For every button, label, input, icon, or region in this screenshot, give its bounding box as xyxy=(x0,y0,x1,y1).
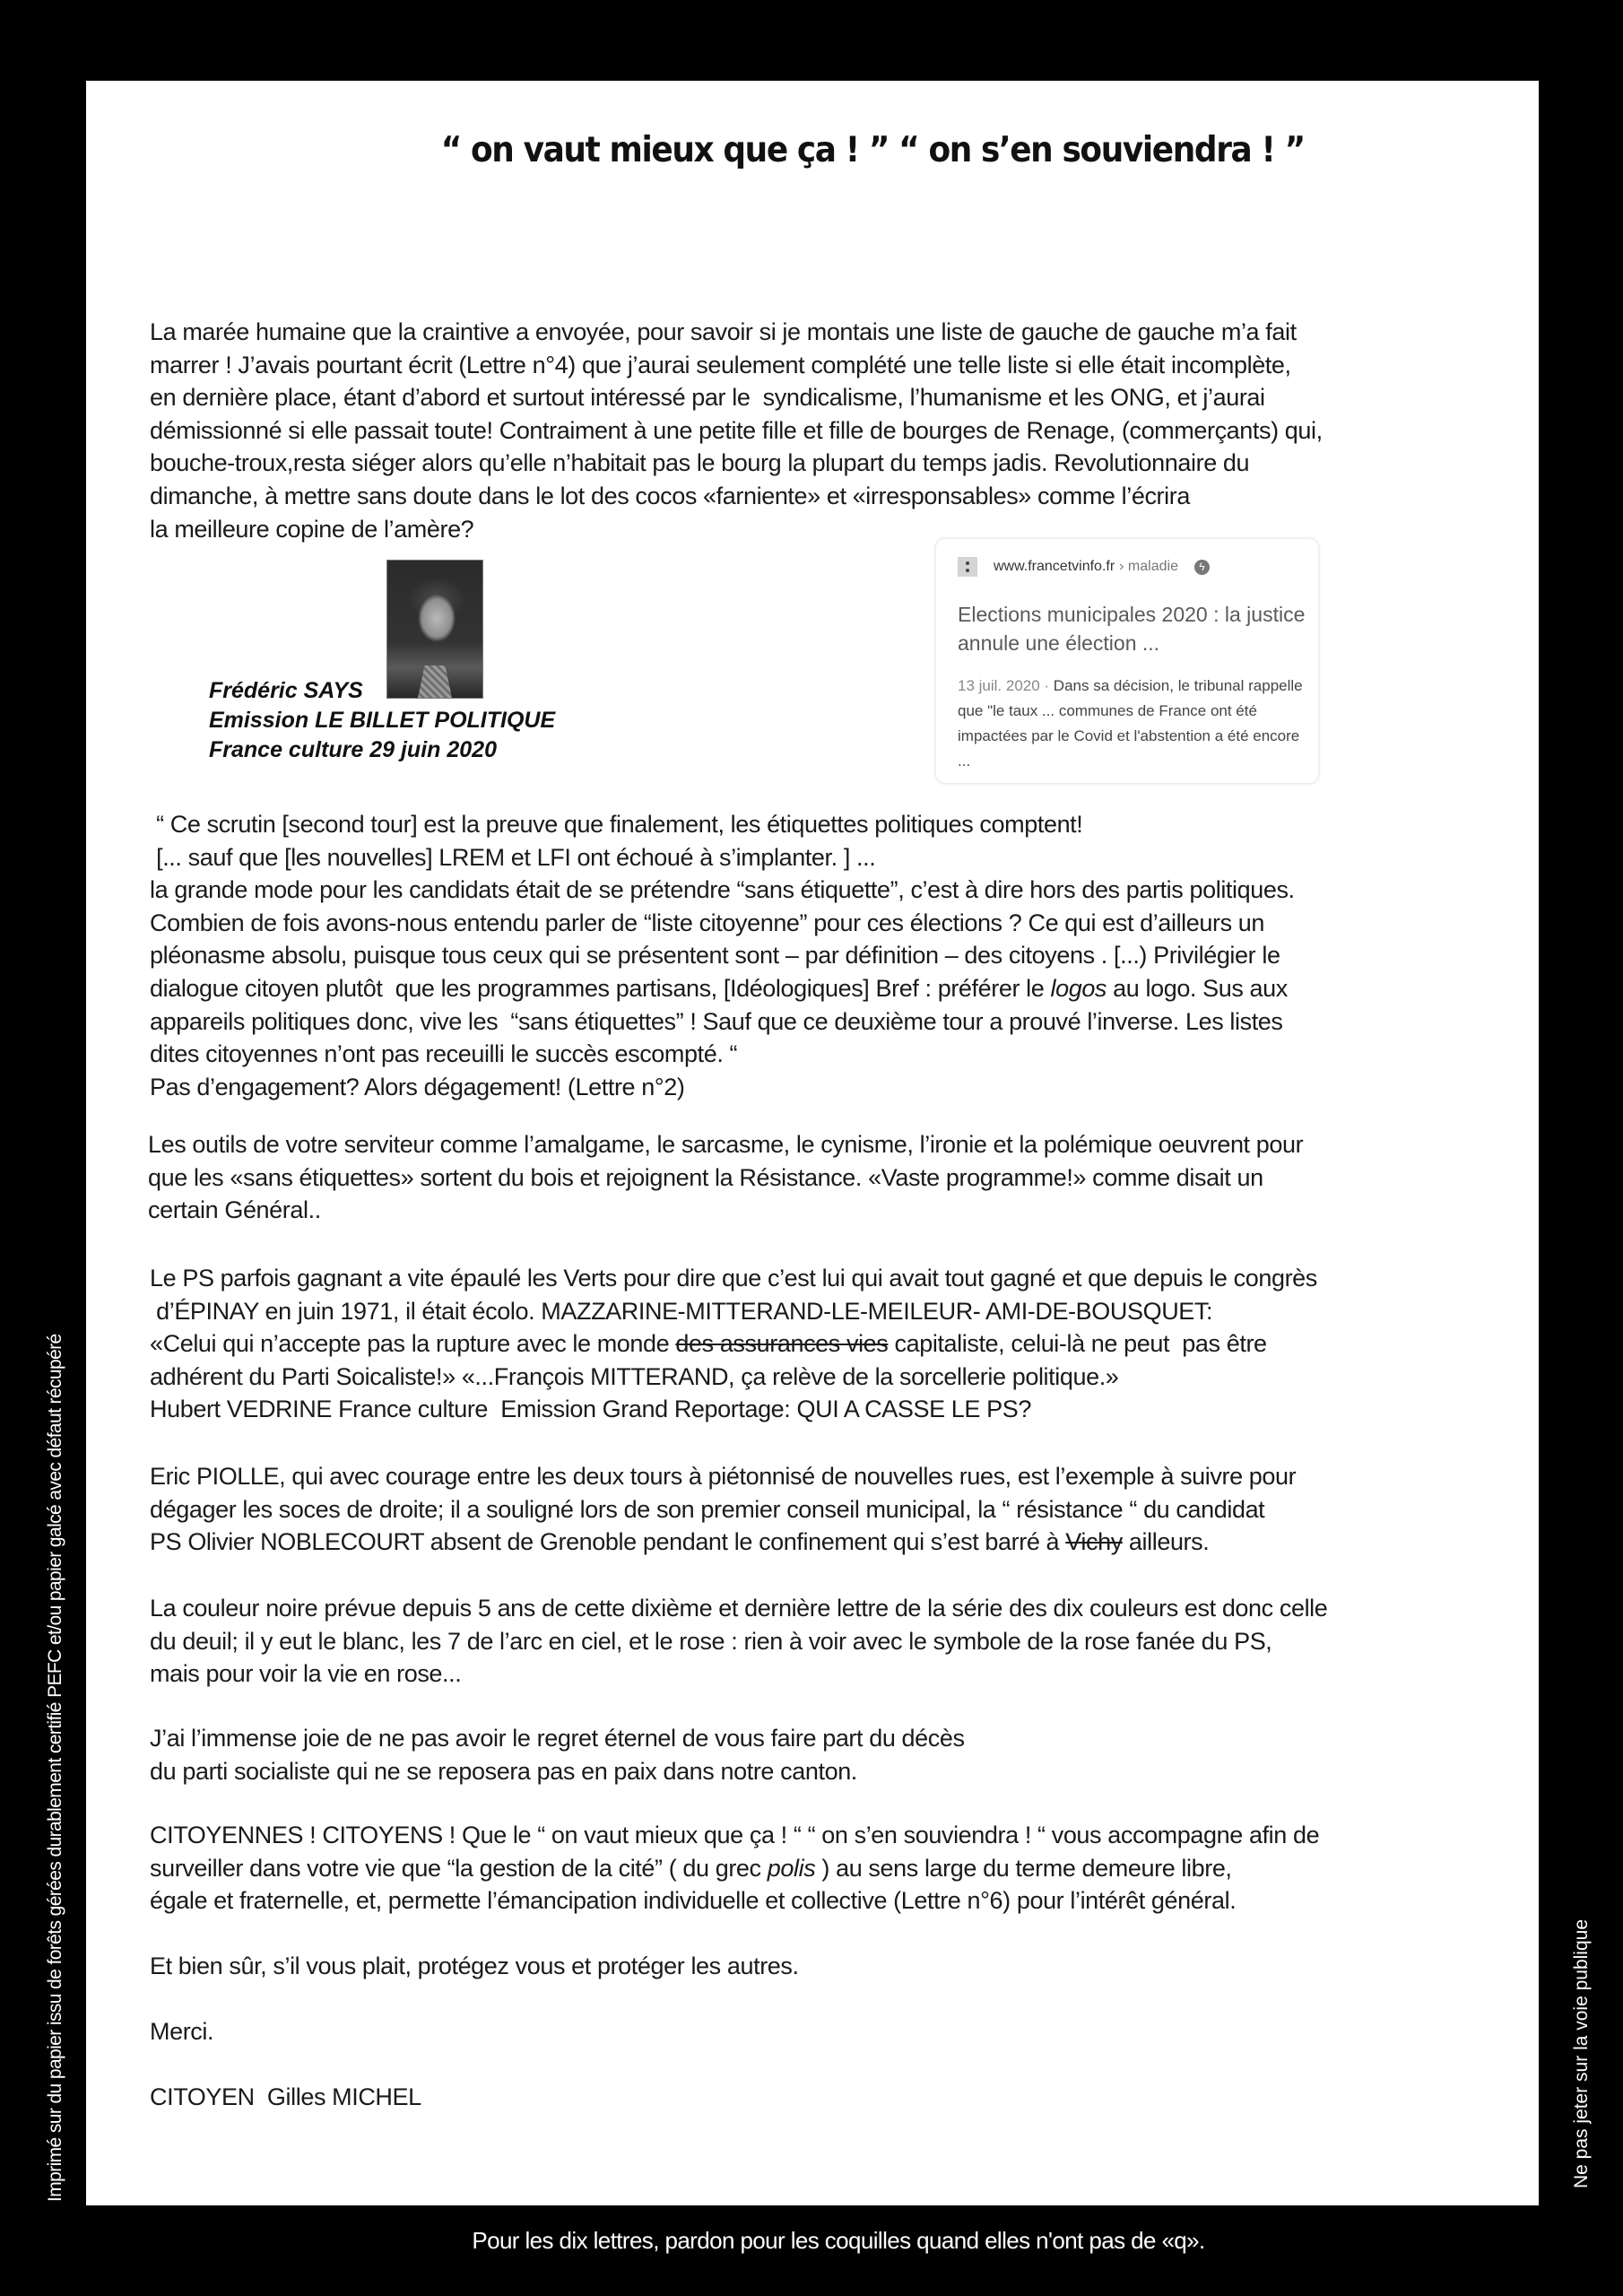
paragraph-protect: Et bien sûr, s’il vous plait, protégez vous et protéger les autres. xyxy=(150,1952,799,1979)
right-margin-note: Ne pas jeter sur la voie publique xyxy=(1571,1918,1592,2188)
left-margin-note: Imprimé sur du papier issu de forêts gérées durablement certifié PEFC et/ou papier galcé avec défaut récupéré xyxy=(45,1334,65,2202)
paragraph-citoyens: CITOYENNES ! CITOYENS ! Que le “ on vaut mieux que ça ! “ “ on s’en souviendra ! “ vous accompagne afin de surveiller dans votre vie que “la gestion de la cité” ( du grec polis ) au sens large du terme demeure libre, égale et fraternelle, et, permette l’émancipation individuelle et collective (Lettre n°6) pour l’intérêt général. xyxy=(150,1822,1320,1915)
italic-polis: polis xyxy=(767,1854,816,1882)
result-snippet xyxy=(958,674,1312,774)
result-url-row xyxy=(958,557,1210,577)
result-date: 13 juil. 2020 · xyxy=(958,677,1054,694)
paragraph-ps: Le PS parfois gagnant a vite épaulé les Verts pour dire que c’est lui qui avait tout gagné et que depuis le congrès d’ÉPINAY en juin 1971, il était écolo. MAZZARINE-MITTERAND-LE-MEILEUR- AMI-DE-BOUSQUET: «Celui qui n’accepte pas la rupture avec le monde des assurances vies capitaliste, celui-là ne peut pas être adhérent du Parti Soicaliste!» «...François MITTERAND, ça relève de la sorcellerie politique.» Hubert VEDRINE France culture Emission Grand Reportage: QUI A CASSE LE PS? xyxy=(150,1265,1317,1423)
search-result-card xyxy=(936,539,1318,783)
paragraph-thanks: Merci. xyxy=(150,2018,214,2045)
paragraph-color: La couleur noire prévue depuis 5 ans de cette dixième et dernière lettre de la série des dix couleurs est donc celle du deuil; il y eut le blanc, les 7 de l’arc en ciel, et le rose : rien à voir avec le symbole de la rose fanée du PS, mais pour voir la vie en rose... xyxy=(150,1595,1328,1688)
paragraph-joy: J’ai l’immense joie de ne pas avoir le regret éternel de vous faire part du décès du parti socialiste qui ne se reposera pas en paix dans notre canton. xyxy=(150,1725,965,1785)
paragraph-intro: La marée humaine que la craintive a envoyée, pour savoir si je montais une liste de gauche de gauche m’a fait marrer ! J’avais pourtant écrit (Lettre n°4) que j’aurai seulement complété une telle liste si elle était incomplète, en dernière place, étant d’abord et surtout intéressé par le syndicalisme, l’humanisme et les ONG, et j’aurai démissionné si elle passait toute! Contraiment à une petite fille et fille de bourges de Renage, (commerçants) qui, bouche-troux,resta siéger alors qu’elle n’habitait pas le bourg la plupart du temps jadis. Revolutionnaire du dimanche, à mettre sans doute dans le lot des cocos «farniente» et «irresponsables» comme l’écrira la meilleure copine de l’amère? xyxy=(150,318,1323,543)
result-headline: Elections municipales 2020 : la justice annule une élection ... xyxy=(958,603,1306,655)
result-path: › maladie xyxy=(1119,559,1178,574)
italic-logos: logos xyxy=(1050,974,1107,1002)
struck-text: Vichy xyxy=(1065,1528,1123,1556)
photo-caption xyxy=(209,676,555,765)
caption-name: Frédéric SAYS xyxy=(209,678,363,703)
paragraph-piolle: Eric PIOLLE, qui avec courage entre les deux tours à piétonnisé de nouvelles rues, est l’exemple à suivre pour dégager les soces de droite; il a souligné lors de son premier conseil municipal, la “ résistance “ du candidat PS Olivier NOBLECOURT absent de Grenoble pendant le confinement qui s’est barré à Vichy ailleurs. xyxy=(150,1463,1297,1556)
letter-page xyxy=(86,81,1539,2205)
signature: CITOYEN Gilles MICHEL xyxy=(150,2083,421,2110)
result-snippet-text: Dans sa décision, le tribunal rappelle que "le taux ... communes de France ont été impactées par le Covid et l'abstention a été encore ... xyxy=(958,677,1303,770)
struck-text: des assurances vies xyxy=(675,1330,889,1358)
vertical-dots-icon xyxy=(958,557,977,577)
caption-source: France culture 29 juin 2020 xyxy=(209,737,497,762)
page-title: “ on vaut mieux que ça ! ” “ on s’en souviendra ! ” xyxy=(440,130,1305,170)
paragraph-tools: Les outils de votre serviteur comme l’amalgame, le sarcasme, le cynisme, l’ironie et la polémique oeuvrent pour que les «sans étiquettes» sortent du bois et rejoignent la Résistance. «Vaste programme!» comme disait un certain Général.. xyxy=(148,1131,1304,1224)
footer-note: Pour les dix lettres, pardon pour les coquilles quand elles n'ont pas de «q». xyxy=(472,2227,1205,2254)
caption-show: Emission LE BILLET POLITIQUE xyxy=(209,708,556,733)
lightning-icon: ϟ xyxy=(1194,560,1210,575)
paragraph-quote: “ Ce scrutin [second tour] est la preuve que finalement, les étiquettes politiques comptent! [... sauf que [les nouvelles] LREM et LFI ont échoué à s’implanter. ] ... la grande mode pour les candidats était de se prétendre “sans étiquette”, c’est à dire hors des partis politiques. Combien de fois avons-nous entendu parler de “liste citoyenne” pour ces élections ? Ce qui est d’ailleurs un pléonasme absolu, puisque tous ceux qui se présentent sont – par définition – des citoyens . [...) Privilégier le dialogue citoyen plutôt que les programmes partisans, [Idéologiques] Bref : préférer le logos au logo. Sus aux appareils politiques donc, vive les “sans étiquettes” ! Sauf que ce deuxième tour a prouvé l’inverse. Les listes dites citoyennes n’ont pas receuilli le succès escompté. “ Pas d’engagement? Alors dégagement! (Lettre n°2) xyxy=(150,811,1295,1100)
result-domain: www.francetvinfo.fr xyxy=(994,559,1115,574)
